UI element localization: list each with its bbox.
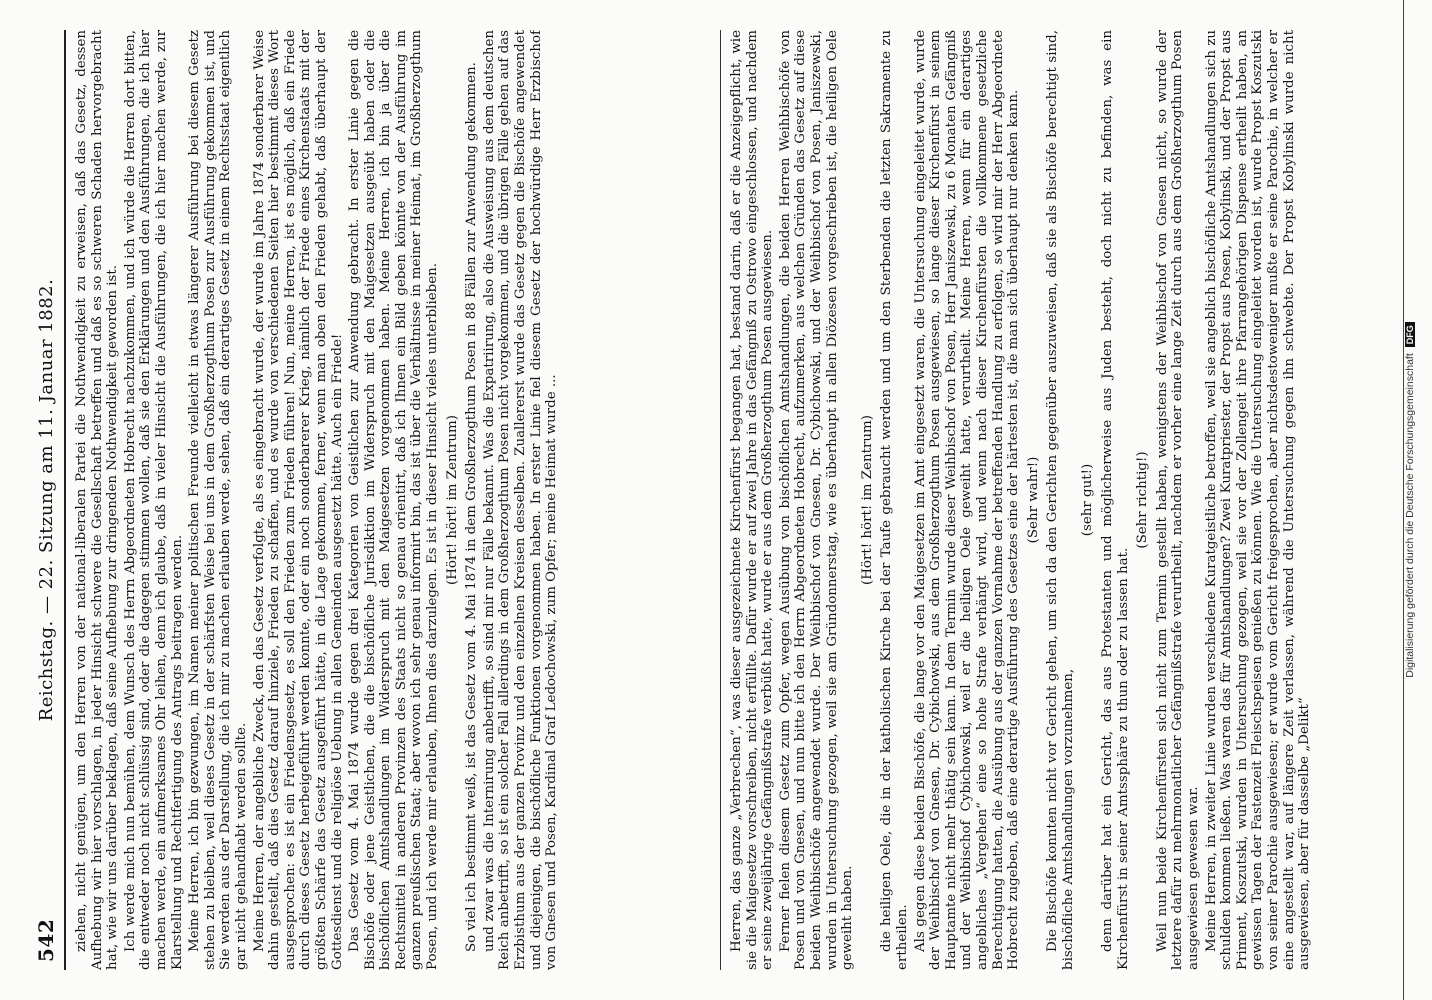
paragraph: Herren, das ganze „Verbrechen“, was dieser ausgezeichnete Kirchenfürst begangen hat, bestand darin, daß er die Anzeigepflicht, wie sie die Maigesetze vorschreiben, nicht erfüllte. Dafür wurde er auf zwei Jahre in das Gefängniß zu Ostrowo eingeschlossen, und nachdem er seine zweijährige Gefängnißstrafe verbüßt hatte, wurde er aus dem Großherzogthum Posen ausgewiesen. <box>729 30 776 970</box>
paragraph: Das Gesetz vom 4. Mai 1874 wurde gegen drei Kategorien von Geistlichen zur Anwendung gebracht. In erster Linie gegen die Bischöfe oder jene Geistlichen, die die bischöfliche Jurisdiktion im Widerspruch mit den Maigesetzen ausgeübt haben oder die bischöflichen Amtshandlungen im Widerspruch mit den Maigesetzen vorgenommen haben. Meine Herren, ich bin ja über die Rechtsmittel in anderen Provinzen des Staats nicht so genau orientirt, daß ich Ihnen ein Bild geben könnte von der Ausführung im ganzen preußischen Staat; aber wovon ich sehr genau informirt bin, das ist über die Verhältnisse in meiner Heimat, im Großherzogthum Posen, und ich werde mir erlauben, Ihnen dies darzulegen. Es ist in dieser Hinsicht vieles unterblieben. <box>347 30 441 970</box>
digitization-credit <box>1404 10 1430 990</box>
paragraph: Meine Herren, ich bin gezwungen, im Namen meiner politischen Freunde vielleicht in etwas längerer Ausführung bei diesem Gesetz stehen zu bleiben, weil dieses Gesetz in der schärfsten Weise bei uns in dem Großherzogthum Posen zur Ausführung gekommen ist, und Sie werden aus der Darstellung, die ich mir zu machen erlauben werde, sehen, daß ein derartiges Gesetz in einem Rechtsstaat eigentlich gar nicht gehandhabt werden sollte. <box>187 30 249 970</box>
interjection: (sehr gut!) <box>1080 463 1096 537</box>
left-column <box>74 30 714 970</box>
paragraph: Die Bischöfe konnten nicht vor Gericht gehen, um sich da den Gerichten gegenüber auszuweisen, daß sie als Bischöfe berechtigt sind, bischöfliche Amtshandlungen vorzunehmen, <box>1045 30 1076 970</box>
dfg-logo: DFG <box>1405 322 1415 347</box>
interjection: (Sehr wahr!) <box>1025 456 1041 544</box>
paragraph: Als gegen diese beiden Bischöfe, die lange vor den Maigesetzen im Amt eingesetzt waren, die Untersuchung eingeleitet wurde, wurde der Weihbischof von Gnesen, Dr. Cybichowski, aus dem Großherzogthum Posen ausgewiesen, so lange dieser Kirchenfürst in seinem Hauptamte nicht mehr thätig sein kann. In dem Termin wurde dieser Weihbischof von Posen, Herr Janiszewski, zu 6 Monaten Gefängniß und der Weihbischof Cybichowski, weil er die heiligen Oele geweiht hatte, verurtheilt. Meine Herren, wenn für ein derartiges angebliches „Vergehen“ eine so hohe Strafe verhängt wird, und wenn nach dieser Kirchenfürsten die vollkommene gesetzliche Berechtigung hatten, die Ausübung aus der ganzen Vornahme der betreffenden Handlung zu erfolgen, so wird mir der Herr Abgeordnete Hobrecht zugeben, daß eine derartige Ausführung des Gesetzes eine der härtesten ist, die man sich überhaupt nur denken kann. <box>912 30 1022 970</box>
running-title: Reichstag. — 22. Sitzung am 11. Januar 1882. <box>35 278 57 722</box>
credit-text: Digitalisierung gefördert durch die Deutsche Forschungsgemeinschaft <box>1404 353 1416 678</box>
paragraph: die heiligen Oele, die in der katholischen Kirche bei der Taufe gebraucht werden und um den Sterbenden die letzten Sakramente zu ertheilen. <box>879 30 910 970</box>
paragraph: Meine Herren, der angebliche Zweck, den das Gesetz verfolgte, als es eingebracht wurde, der wurde im Jahre 1874 sonderbarer Weise dahin gestellt, daß dies Gesetz darauf hinziele, Frieden zu schaffen, und es wurde von verschiedenen Seiten hier bestimmt dieses Wort ausgesprochen: es ist ein Friedensgesetz, es soll den Frieden zum Frieden führen! Nun, meine Herren, ist es möglich, daß ein Friede durch dieses Gesetz herbeigeführt werden konnte, oder ein noch sonderbarerer Krieg, nämlich der Friede eines Kirchenstaats mit der größten Schärfe das Gesetz ausgeführt hätte, in die Lage gekommen, ferner, wenn man oben den Frieden gehabt, daß überhaupt der Gottesdienst und die religiöse Uebung in allen Gemeinden ausgesetzt hätte. Auch ein Friede! <box>251 30 345 970</box>
header-rule <box>64 30 66 970</box>
interjection: (Hört! hört! im Zentrum) <box>444 415 460 585</box>
paragraph: Weil nun beide Kirchenfürsten sich nicht zum Termin gestellt haben, wenigstens der Weihbischof von Gnesen nicht, so wurde der letztere dafür zu mehrmonatlicher Gefängnißstrafe verurtheilt, nachdem er vorher eine lange Zeit durch aus dem Großherzogthum Posen ausgewiesen gewesen war. <box>1154 30 1202 970</box>
page-number: 542 <box>34 918 58 962</box>
page-header <box>30 30 62 970</box>
credit-text-wrapper <box>1404 10 1416 990</box>
interjection: (Hört! hört! im Zentrum) <box>859 415 875 585</box>
interjection: (Sehr richtig!) <box>1135 451 1151 549</box>
text-columns <box>74 30 1374 970</box>
paragraph: ziehen, nicht genügen, um den Herren von der national-liberalen Partei die Nothwendigkeit zu erweisen, daß das Gesetz, dessen Aufhebung wir hier vorschlagen, in jeder Hinsicht schwere die Gesellschaft betreffen und daß es so schweren Schaden hervorgebracht hat, wie wir uns darüber beklagen, daß seine Aufhebung zur dringenden Nothwendigkeit geworden ist. <box>74 30 121 970</box>
rotated-page-content <box>30 30 1390 970</box>
column-divider <box>720 30 721 970</box>
paragraph: Meine Herren, in zweiter Linie wurden verschiedene Kuratgeistliche betroffen, weil sie angeblich bischöfliche Amtshandlungen sich zu schulden kommen ließen. Was waren das für Amtshandlungen? Zwei Kuratpriester, der Propst aus Posen, Kobylinski, und der Propst aus Priment, Koszutski, wurden in Untersuchung gezogen, weil sie vor der Zollengeit ihre Pfarrangehörigen Dispense ertheilt haben, an gewissen Tagen der Fastenzeit Fleischspeisen genießen zu können. Wie die Untersuchung eingeleitet worden ist, wurde Propst Koszutski von seiner Parochie ausgewiesen; er wurde vom Gericht freigesprochen, aber nichtsdestoweniger mußte er seine Parochie, in welcher er eine angestellt war, auf längere Zeit verlassen, während die Untersuchung gegen ihn schwebte. Der Propst Kobylinski wurde nicht ausgewiesen, aber für dasselbe „Delikt“ <box>1203 30 1313 970</box>
paragraph: denn darüber hat ein Gericht, das aus Protestanten und möglicherweise aus Juden besteht, doch nicht zu befinden, was ein Kirchenfürst in seiner Amtssphäre zu thun oder zu lassen hat. <box>1100 30 1131 970</box>
paragraph: und zwar was die Internirung anbetrifft, so sind mir nur Fälle bekannt. Was die Expatriirung, also die Ausweisung aus dem deutschen Reich anbetrifft, so ist ein solcher Fall allerdings in dem Großherzogthum Posen nicht vorgekommen, und die übrigen Fälle gehen auf das Erzbisthum aus der ganzen Provinz und den einzelnen Kreisen desselben. Zuallererst wurde das Gesetz gegen die Bischöfe angewendet und diejenigen, die bischöfliche Funktionen vorgenommen haben. In erster Linie fiel diesem Gesetz der hochwürdige Herr Erzbischof von Gnesen und Posen, Kardinal Graf Ledochowski, zum Opfer; meine Heimat wurde ... <box>481 30 560 970</box>
paragraph: So viel ich bestimmt weiß, ist das Gesetz vom 4. Mai 1874 in dem Großherzogthum Posen in 88 Fällen zur Anwendung gekommen. <box>464 62 480 952</box>
paragraph: Ferner fielen diesem Gesetz zum Opfer, wegen Ausübung von bischöflichen Amtshandlungen, die beiden Herren Weihbischöfe von Posen und von Gnesen, und nun bitte ich den Herrn Abgeordneten Hobrecht, aufzumerken, aus welchen Gründen das Gesetz auf diese beiden Weihbischöfe angewendet wurde. Der Weihbischof von Gnesen, Dr. Cybichowski, und der Weihbischof von Posen, Janiszewski, wurden in Untersuchung gezogen, weil sie am Gründonnerstag, wie es überhaupt in allen Diözesen vorgeschrieben ist, die heiligen Oele geweiht haben. <box>777 30 856 970</box>
paragraph: Ich werde mich nun bemühen, dem Wunsch des Herrn Abgeordneten Hobrecht nachzukommen, und ich würde die Herren dort bitten, die entweder noch nicht schlüssig sind, oder die dagegen stimmen wollen, daß sie den Erklärungen und den Ausführungen, die ich hier machen werde, ein aufmerksames Ohr leihen, denn ich glaube, daß in vieler Hinsicht die Ausführungen, die ich hier machen werde, zur Klarstellung und Rechtfertigung des Antrags beitragen werden. <box>122 30 185 970</box>
right-column <box>729 30 1369 970</box>
